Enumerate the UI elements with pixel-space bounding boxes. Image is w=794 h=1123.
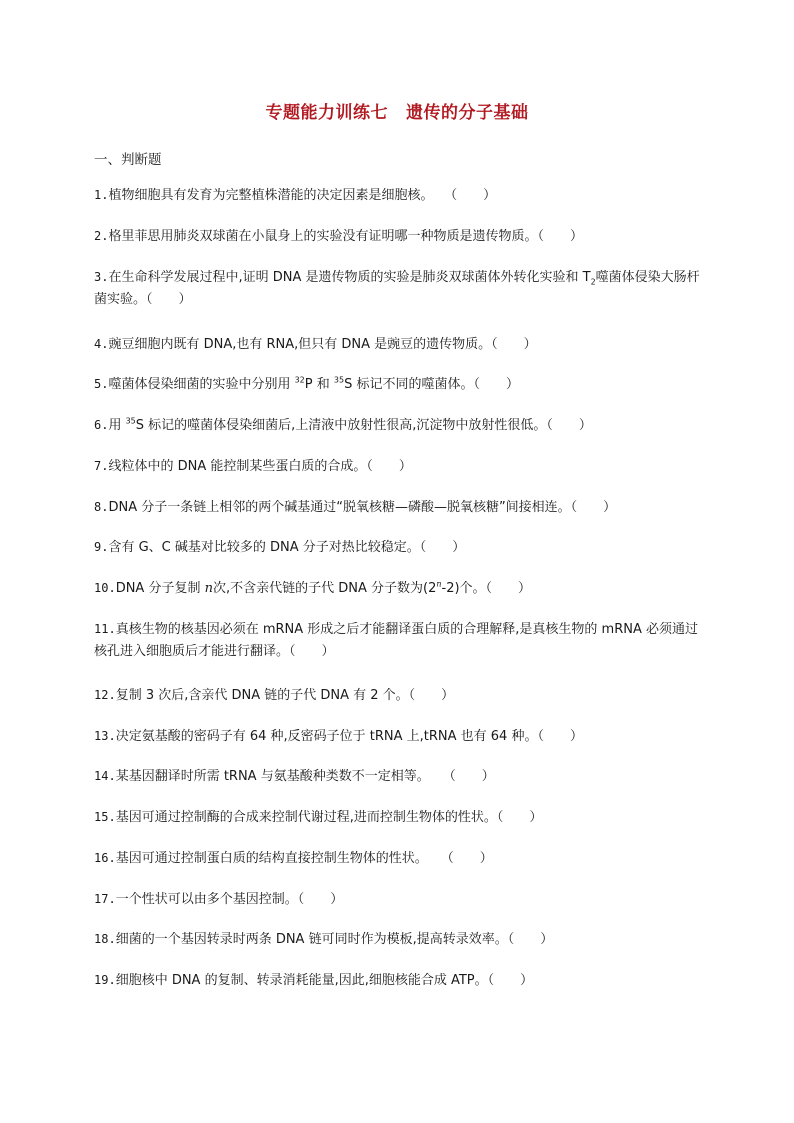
question-number: 13. — [94, 729, 116, 743]
question-16 — [94, 847, 704, 870]
question-3 — [94, 266, 704, 311]
question-9 — [94, 536, 704, 559]
question-text: 含有 G、C 碱基对比较多的 DNA 分子对热比较稳定。（ ） — [108, 540, 466, 555]
question-text: 豌豆细胞内既有 DNA,也有 RNA,但只有 DNA 是豌豆的遗传物质。（ ） — [108, 337, 537, 352]
question-text-b: 噬菌体侵染大肠杆菌实验。（ ） — [94, 270, 700, 307]
question-17 — [94, 888, 704, 911]
superscript-35: 35 — [125, 416, 136, 426]
question-8 — [94, 496, 704, 519]
question-text: 格里菲思用肺炎双球菌在小鼠身上的实验没有证明哪一种物质是遗传物质。（ ） — [108, 229, 583, 244]
superscript-32: 32 — [294, 375, 305, 385]
question-number: 8. — [94, 500, 109, 514]
question-text-a: 用 — [108, 418, 126, 433]
question-number: 1. — [94, 188, 109, 202]
question-text: 基因可通过控制酶的合成来控制代谢过程,进而控制生物体的性状。（ ） — [115, 810, 543, 825]
question-7 — [94, 455, 704, 478]
question-number: 16. — [94, 851, 116, 865]
question-number: 4. — [94, 337, 109, 351]
title-part-2: 遗传的分子基础 — [406, 103, 529, 123]
question-13 — [94, 725, 704, 748]
superscript-n: n — [436, 579, 442, 589]
question-text: 细菌的一个基因转录时两条 DNA 链可同时作为模板,提高转录效率。（ ） — [115, 932, 554, 947]
question-18 — [94, 928, 704, 951]
question-text: 细胞核中 DNA 的复制、转录消耗能量,因此,细胞核能合成 ATP。（ ） — [115, 973, 534, 988]
page-title — [0, 98, 794, 123]
question-text-b: S 标记的噬菌体侵染细菌后,上清液中放射性很高,沉淀物中放射性很低。（ ） — [135, 418, 592, 433]
superscript-35: 35 — [333, 375, 345, 385]
question-number: 14. — [94, 769, 116, 783]
question-5 — [94, 373, 704, 396]
question-number: 10. — [94, 581, 116, 595]
question-number: 5. — [94, 377, 109, 391]
question-text-b: P 和 — [304, 377, 334, 392]
question-text: 植物细胞具有发育为完整植株潜能的决定因素是细胞核。 （ ） — [108, 188, 497, 203]
question-text: 决定氨基酸的密码子有 64 种,反密码子位于 tRNA 上,tRNA 也有 64 种。（ ） — [115, 729, 583, 744]
question-text-a: 在生命科学发展过程中,证明 DNA 是遗传物质的实验是肺炎双球菌体外转化实验和 T — [108, 270, 591, 285]
question-text: DNA 分子一条链上相邻的两个碱基通过“脱氧核糖—磷酸—脱氧核糖”间接相连。（ ） — [108, 500, 617, 515]
question-6 — [94, 414, 704, 437]
section-heading: 一、判断题 — [94, 152, 162, 168]
question-number: 12. — [94, 688, 116, 702]
question-10 — [94, 577, 704, 600]
question-text: 一个性状可以由多个基因控制。（ ） — [115, 892, 344, 907]
question-number: 11. — [94, 622, 116, 636]
question-text-a: DNA 分子复制 — [115, 581, 205, 596]
question-4 — [94, 333, 704, 356]
question-12 — [94, 684, 704, 707]
question-text: 基因可通过控制蛋白质的结构直接控制生物体的性状。 （ ） — [115, 851, 493, 866]
question-text: 复制 3 次后,含亲代 DNA 链的子代 DNA 有 2 个。（ ） — [115, 688, 455, 703]
question-19 — [94, 969, 704, 992]
question-14 — [94, 765, 704, 788]
question-2 — [94, 225, 704, 248]
question-number: 15. — [94, 810, 116, 824]
question-text-c: S 标记不同的噬菌体。（ ） — [344, 377, 519, 392]
question-text-a: 噬菌体侵染细菌的实验中分别用 — [108, 377, 295, 392]
question-number: 18. — [94, 932, 116, 946]
title-part-1: 专题能力训练七 — [265, 103, 388, 123]
question-text: 线粒体中的 DNA 能控制某些蛋白质的合成。（ ） — [108, 459, 412, 474]
question-text-b: 次,不含亲代链的子代 DNA 分子数为(2 — [212, 581, 437, 596]
question-number: 19. — [94, 973, 116, 987]
subscript: 2 — [590, 277, 596, 287]
question-text-c: -2)个。（ ） — [441, 581, 532, 596]
question-11 — [94, 618, 704, 663]
question-number: 3. — [94, 270, 109, 284]
question-1 — [94, 184, 704, 207]
question-number: 7. — [94, 459, 109, 473]
italic-n: n — [204, 581, 213, 596]
question-15 — [94, 806, 704, 829]
question-number: 9. — [94, 540, 109, 554]
question-text: 真核生物的核基因必须在 mRNA 形成之后才能翻译蛋白质的合理解释,是真核生物的 mRNA 必须通过核孔进入细胞质后才能进行翻译。（ ） — [94, 622, 698, 659]
question-text: 某基因翻译时所需 tRNA 与氨基酸种类数不一定相等。 （ ） — [115, 769, 495, 784]
question-number: 2. — [94, 229, 109, 243]
question-number: 6. — [94, 418, 109, 432]
question-number: 17. — [94, 892, 116, 906]
